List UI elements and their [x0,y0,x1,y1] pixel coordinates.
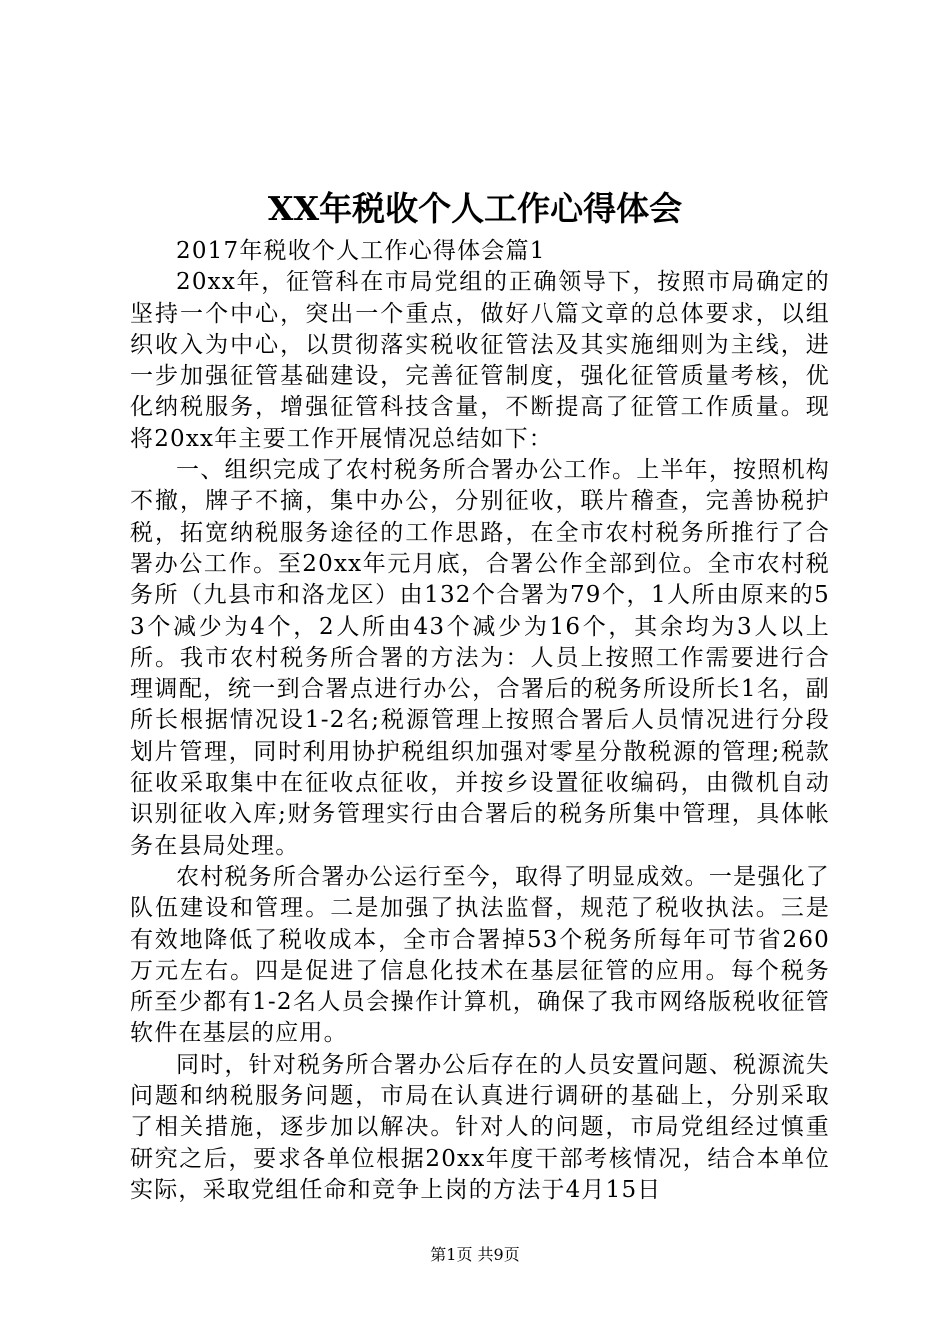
document-body [130,236,830,1206]
paragraph-subtitle: 2017年税收个人工作心得体会篇1 [176,238,546,264]
paragraph-intro: 20xx年，征管科在市局党组的正确领导下，按照市局确定的坚持一个中心，突出一个重点，做好八篇文章的总体要求，以组织收入为中心，以贯彻落实税收征管法及其实施细则为主线，进一步加强征管基础建设，完善征管制度，强化征管质量考核，优化纳税服务，增强征管科技含量，不断提高了征管工作质量。现将20xx年主要工作开展情况总结如下： [130,269,830,452]
page-footer: 第1页 共9页 [430,1245,520,1264]
document-title: XX年税收个人工作心得体会 [267,189,683,228]
paragraph-measures: 同时，针对税务所合署办公后存在的人员安置问题、税源流失问题和纳税服务问题，市局在认真进行调研的基础上，分别采取了相关措施，逐步加以解决。针对人的问题，市局党组经过慎重研究之后，要求各单位根据20xx年度干部考核情况，结合本单位实际，采取党组任命和竞争上岗的方法于4月15日 [130,1051,830,1203]
paragraph-section-one: 一、组织完成了农村税务所合署办公工作。上半年，按照机构不撤，牌子不摘，集中办公，分别征收，联片稽查，完善协税护税，拓宽纳税服务途径的工作思路，在全市农村税务所推行了合署办公工作。至20xx年元月底，合署公作全部到位。全市农村税务所（九县市和洛龙区）由132个合署为79个，1人所由原来的53个减少为4个，2人所由43个减少为16个，其余均为3人以上所。我市农村税务所合署的方法为：人员上按照工作需要进行合理调配，统一到合署点进行办公，合署后的税务所设所长1名，副所长根据情况设1-2名;税源管理上按照合署后人员情况进行分段划片管理，同时利用协护税组织加强对零星分散税源的管理;税款征收采取集中在征收点征收，并按乡设置征收编码，由微机自动识别征收入库;财务管理实行由合署后的税务所集中管理，具体帐务在县局处理。 [130,457,830,859]
paragraph-results: 农村税务所合署办公运行至今，取得了明显成效。一是强化了队伍建设和管理。二是加强了执法监督，规范了税收执法。三是有效地降低了税收成本，全市合署掉53个税务所每年可节省260万元左右。四是促进了信息化技术在基层征管的应用。每个税务所至少都有1-2名人员会操作计算机，确保了我市网络版税收征管软件在基层的应用。 [130,863,830,1047]
